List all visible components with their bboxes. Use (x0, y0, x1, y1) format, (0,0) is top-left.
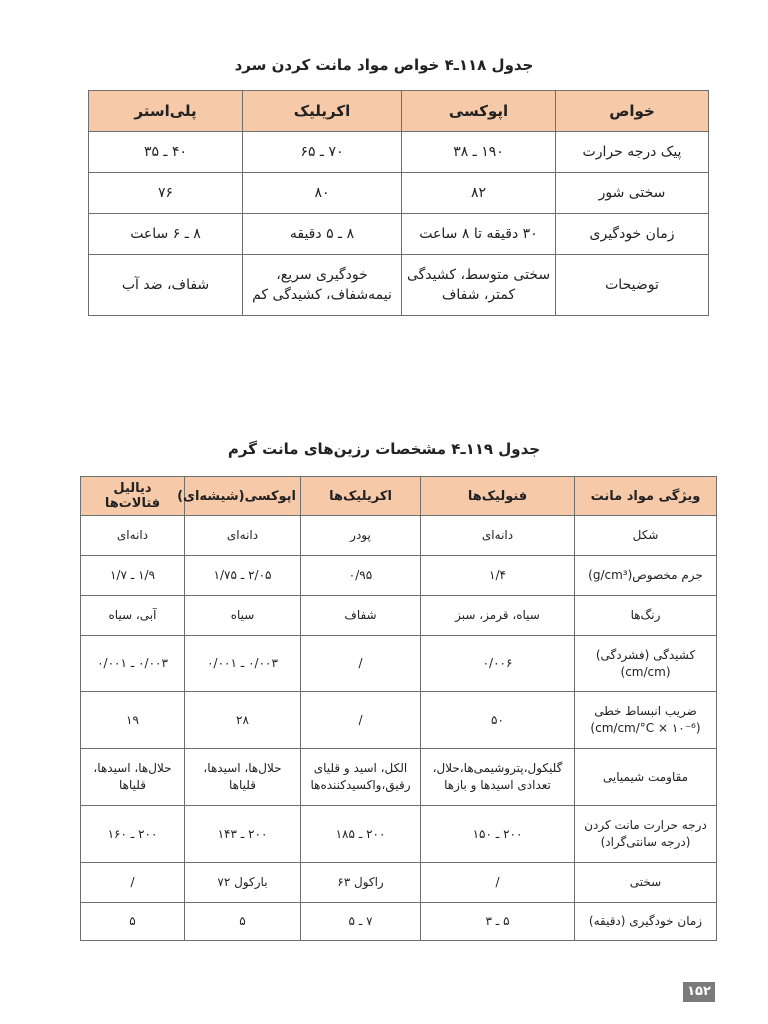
table-cell: ۱۹۰ ـ ۳۸ (402, 132, 556, 173)
table-row (81, 516, 717, 556)
table-row (89, 255, 709, 316)
table-row (81, 749, 717, 806)
table2-caption: جدول ۱۱۹ـ۴ مشخصات رزین‌های مانت گرم (227, 440, 541, 458)
header-cell: اپوکسی(شیشه‌ای) (185, 477, 301, 516)
table-cell: درجه حرارت مانت کردن (درجه سانتی‌گراد) (575, 806, 717, 863)
table-cell: سیاه (185, 596, 301, 636)
table-cell: آبی، سیاه (81, 596, 185, 636)
table-cell: ۰/۰۰۳ ـ ۰/۰۰۱ (81, 636, 185, 692)
table-cell: ۷۰ ـ ۶۵ (243, 132, 402, 173)
table-cell: ۱/۹ ـ ۱/۷ (81, 556, 185, 596)
table-cell: ۲/۰۵ ـ ۱/۷۵ (185, 556, 301, 596)
table-cell: ۵۰ (421, 692, 575, 749)
table-cell: ۲۰۰ ـ ۱۴۳ (185, 806, 301, 863)
table-cell: ۵ (81, 903, 185, 941)
table-row (81, 636, 717, 692)
table-cell: ضریب انبساط خطی (cm/cm/°C × ۱۰⁻⁶) (575, 692, 717, 749)
table-cell: مقاومت شیمیایی (575, 749, 717, 806)
table-cell: ۱۹ (81, 692, 185, 749)
table-row (81, 806, 717, 863)
table-cell: ۱/۴ (421, 556, 575, 596)
table-cell: / (81, 863, 185, 903)
table-cell: سختی شور (556, 173, 709, 214)
table-cell: ۸۰ (243, 173, 402, 214)
table-cell: ۲۰۰ ـ ۱۵۰ (421, 806, 575, 863)
header-cell: پلی‌استر (89, 91, 243, 132)
table-header-row (81, 477, 717, 516)
page-number: ۱۵۲ (683, 982, 715, 1002)
table-cell: گلیکول،پتروشیمی‌ها،حلال، تعدادی اسیدها و بازها (421, 749, 575, 806)
table-cell: / (421, 863, 575, 903)
table-row (81, 556, 717, 596)
table-cell: راکول ۶۳ (301, 863, 421, 903)
table-cell: زمان خودگیری (دقیقه) (575, 903, 717, 941)
table-cell: / (301, 692, 421, 749)
table-cell: شفاف، ضد آب (89, 255, 243, 316)
header-cell: دیالیل فتالات‌ها (81, 477, 185, 516)
header-cell: اکریلیک (243, 91, 402, 132)
header-cell: اپوکسی (402, 91, 556, 132)
table-cell: / (301, 636, 421, 692)
table-cell: پودر (301, 516, 421, 556)
table-cell: خودگیری سریع، نیمه‌شفاف، کشیدگی کم (243, 255, 402, 316)
table-row (89, 132, 709, 173)
table-cell: شفاف (301, 596, 421, 636)
cold-mount-properties-table (88, 90, 709, 316)
table-cell: دانه‌ای (421, 516, 575, 556)
table-cell: پیک درجه حرارت (556, 132, 709, 173)
table-cell: دانه‌ای (81, 516, 185, 556)
table-cell: سیاه، قرمز، سبز (421, 596, 575, 636)
table-cell: ۲۸ (185, 692, 301, 749)
table-row (89, 173, 709, 214)
hot-mount-resins-table (80, 476, 717, 941)
header-cell: ویژگی مواد مانت (575, 477, 717, 516)
table-cell: کشیدگی (فشردگی) (cm/cm) (575, 636, 717, 692)
table-cell: ۲۰۰ ـ ۱۶۰ (81, 806, 185, 863)
table-cell: ۵ ـ ۳ (421, 903, 575, 941)
table-cell: رنگ‌ها (575, 596, 717, 636)
table-cell: ۳۰ دقیقه تا ۸ ساعت (402, 214, 556, 255)
table-cell: ۷ ـ ۵ (301, 903, 421, 941)
table-cell: ۰/۰۰۳ ـ ۰/۰۰۱ (185, 636, 301, 692)
table-cell: ۷۶ (89, 173, 243, 214)
header-cell: خواص (556, 91, 709, 132)
table-cell: حلال‌ها، اسیدها، قلیاها (81, 749, 185, 806)
table-row (81, 692, 717, 749)
table-cell: ۲۰۰ ـ ۱۸۵ (301, 806, 421, 863)
table-cell: حلال‌ها، اسیدها، قلیاها (185, 749, 301, 806)
table-cell: ۸ ـ ۶ ساعت (89, 214, 243, 255)
table-cell: سختی متوسط، کشیدگی کمتر، شفاف (402, 255, 556, 316)
table-row (81, 596, 717, 636)
table-cell: الکل، اسید و قلیای رقیق،واکسیدکننده‌ها (301, 749, 421, 806)
table-cell: ۴۰ ـ ۳۵ (89, 132, 243, 173)
table-cell: شکل (575, 516, 717, 556)
table-cell: ۰/۰۰۶ (421, 636, 575, 692)
table-cell: ۸ ـ ۵ دقیقه (243, 214, 402, 255)
table-cell: ۸۲ (402, 173, 556, 214)
table-cell: بارکول ۷۲ (185, 863, 301, 903)
table-cell: ۵ (185, 903, 301, 941)
header-cell: اکریلیک‌ها (301, 477, 421, 516)
header-cell: فنولیک‌ها (421, 477, 575, 516)
table-cell: زمان خودگیری (556, 214, 709, 255)
table-row (81, 863, 717, 903)
table-row (81, 903, 717, 941)
table-header-row (89, 91, 709, 132)
table-cell: سختی (575, 863, 717, 903)
table-cell: جرم مخصوص(g/cm³) (575, 556, 717, 596)
table1-caption: جدول ۱۱۸ـ۴ خواص مواد مانت کردن سرد (234, 56, 534, 74)
table-cell: توضیحات (556, 255, 709, 316)
table-cell: ۰/۹۵ (301, 556, 421, 596)
table-cell: دانه‌ای (185, 516, 301, 556)
table-row (89, 214, 709, 255)
